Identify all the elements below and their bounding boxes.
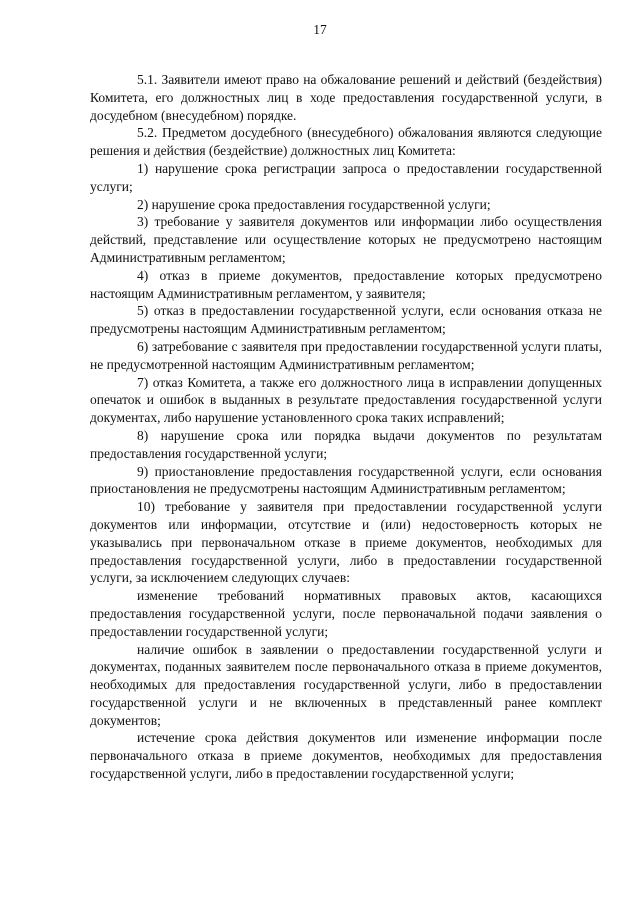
list-item-3: 3) требование у заявителя документов или информации либо осуществления действий, представление или осуществление которых не предусмотрено настоящим Административным регламентом;: [90, 214, 602, 265]
exception-item-1: изменение требований нормативных правовых актов, касающихся предоставления государственной услуги, после первоначальной подачи заявления о предоставлении государственной услуги;: [90, 588, 602, 639]
list-item-6: 6) затребование с заявителя при предоставлении государственной услуги платы, не предусмотренной настоящим Административным регламентом;: [90, 338, 602, 372]
list-item-8: 8) нарушение срока или порядка выдачи документов по результатам предоставления государственной услуги;: [90, 427, 602, 461]
list-item-2: 2) нарушение срока предоставления государственной услуги;: [137, 196, 491, 212]
list-item-7: 7) отказ Комитета, а также его должностного лица в исправлении допущенных опечаток и ошибок в выданных в результате предоставления государственной услуги документах, либо нарушение установленного срока таких исправлений;: [90, 374, 602, 426]
paragraph-5-1: 5.1. Заявители имеют право на обжалование решений и действий (бездействия) Комитета, его должностных лиц в ходе предоставления государственной услуги, в досудебном (внесудебном) порядке.: [90, 72, 602, 123]
exception-item-2: наличие ошибок в заявлении о предоставлении государственной услуги и документах, поданных заявителем после первоначального отказа в приеме документов, необходимых для предоставления государственной услуги, либо в предоставлении государственной услуги и не включенных в представленный ранее комплект документов;: [90, 641, 602, 728]
exception-item-3: истечение срока действия документов или изменение информации после первоначального отказа в приеме документов, необходимых для предоставления государственной услуги, либо в предоставлении государственной услуги;: [90, 730, 602, 782]
list-item-1: 1) нарушение срока регистрации запроса о предоставлении государственной услуги;: [90, 160, 602, 194]
list-item-9: 9) приостановление предоставления государственной услуги, если основания приостановления не предусмотрены настоящим Административным регламентом;: [90, 463, 602, 497]
list-item-10: 10) требование у заявителя при предоставлении государственной услуги документов или информации, отсутствие и (или) недостоверность которых не указывались при первоначальном отказе в приеме документов, необходимых для предоставления государственной услуги, либо в предоставлении государственной услуги, за исключением следующих случаев:: [90, 499, 602, 586]
paragraph-5-2: 5.2. Предметом досудебного (внесудебного) обжалования являются следующие решения и действия (бездействие) должностных лиц Комитета:: [90, 125, 602, 159]
list-item-4: 4) отказ в приеме документов, предоставление которых предусмотрено настоящим Административным регламентом, у заявителя;: [90, 267, 602, 301]
list-item-5: 5) отказ в предоставлении государственной услуги, если основания отказа не предусмотрены настоящим Административным регламентом;: [90, 303, 602, 337]
page-number: 17: [313, 22, 327, 37]
document-body: [90, 71, 602, 783]
